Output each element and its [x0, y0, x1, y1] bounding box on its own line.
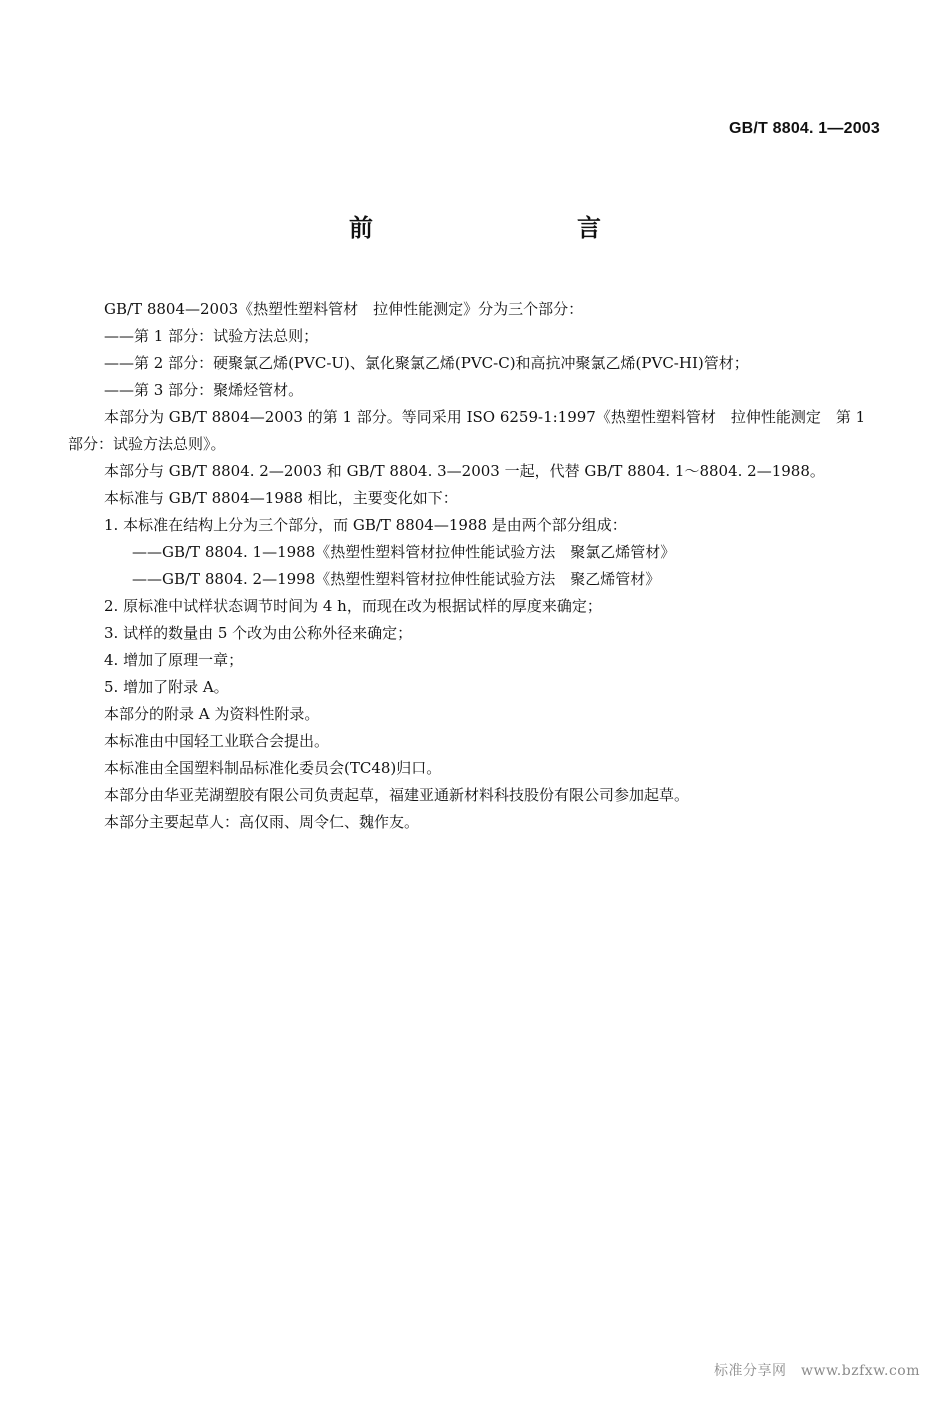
- page-title: 前 言: [349, 214, 653, 242]
- change-item-3: 3. 试样的数量由 5 个改为由公称外径来确定；: [104, 624, 413, 642]
- list-item-part-1: ——第 1 部分：试验方法总则；: [104, 327, 319, 345]
- paragraph-proposer: 本标准由中国轻工业联合会提出。: [104, 732, 330, 750]
- paragraph-replacement: 本部分与 GB/T 8804. 2—2003 和 GB/T 8804. 3—2003 一起，代替 GB/T 8804. 1～8804. 2—1988。: [104, 462, 825, 480]
- paragraph-changes-intro: 本标准与 GB/T 8804—1988 相比，主要变化如下：: [104, 489, 458, 507]
- paragraph-intro: GB/T 8804—2003《热塑性塑料管材 拉伸性能测定》分为三个部分：: [104, 300, 584, 318]
- change-item-5: 5. 增加了附录 A。: [104, 678, 229, 696]
- change-item-4: 4. 增加了原理一章；: [104, 651, 244, 669]
- change-item-1: 1. 本标准在结构上分为三个部分，而 GB/T 8804—1988 是由两个部分组成：: [104, 516, 627, 534]
- paragraph-equivalence: 本部分为 GB/T 8804—2003 的第 1 部分。等同采用 ISO 6259-1:1997《热塑性塑料管材 拉伸性能测定 第 1 部分：试验方法总则》。: [68, 408, 866, 453]
- paragraph-annex: 本部分的附录 A 为资料性附录。: [104, 705, 320, 723]
- list-item-part-3: ——第 3 部分：聚烯烃管材。: [104, 381, 304, 399]
- document-code: GB/T 8804. 1—2003: [728, 120, 880, 137]
- foreword-body: [68, 296, 882, 836]
- change-subitem-2: ——GB/T 8804. 2—1998《热塑性塑料管材拉伸性能试验方法 聚乙烯管材》: [132, 570, 661, 588]
- paragraph-drafters: 本部分主要起草人：高仅雨、周令仁、魏作友。: [104, 813, 420, 831]
- paragraph-drafting-org: 本部分由华亚芜湖塑胶有限公司负责起草，福建亚通新材料科技股份有限公司参加起草。: [104, 786, 690, 804]
- paragraph-committee: 本标准由全国塑料制品标准化委员会(TC48)归口。: [104, 759, 442, 777]
- list-item-part-2: ——第 2 部分：硬聚氯乙烯(PVC-U)、氯化聚氯乙烯(PVC-C)和高抗冲聚氯乙烯(PVC-HI)管材；: [104, 354, 749, 372]
- change-item-2: 2. 原标准中试样状态调节时间为 4 h，而现在改为根据试样的厚度来确定；: [104, 597, 602, 615]
- site-watermark: 标准分享网 www.bzfxw.com: [714, 1363, 920, 1379]
- change-subitem-1: ——GB/T 8804. 1—1988《热塑性塑料管材拉伸性能试验方法 聚氯乙烯管材》: [132, 543, 676, 561]
